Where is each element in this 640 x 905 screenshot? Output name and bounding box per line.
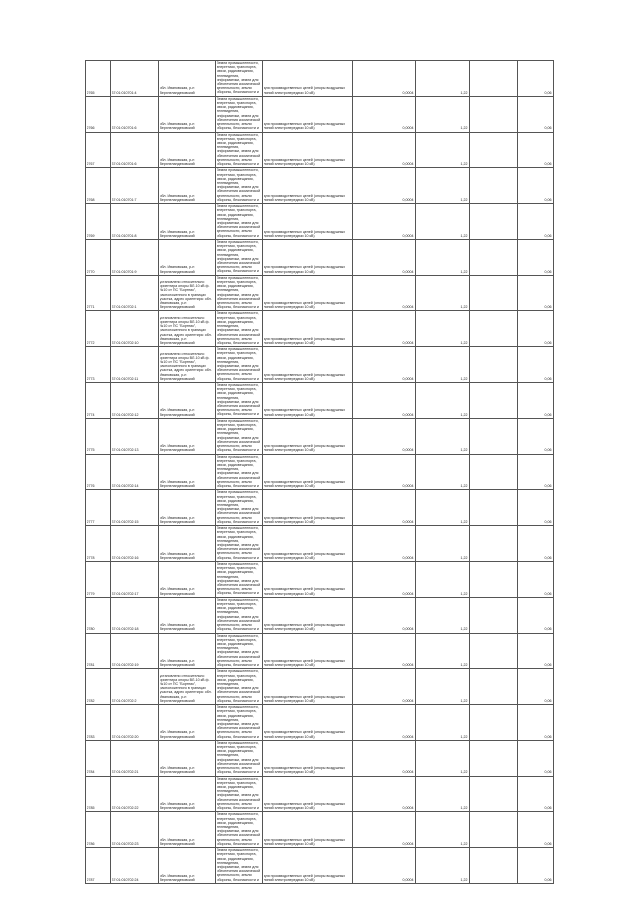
cell-n: 2765 (86, 90, 95, 95)
cell-cad: 37:01:010701:4 (111, 90, 137, 95)
cell-n: 2775 (86, 448, 95, 453)
cell-v: 0,06 (544, 591, 552, 596)
cell-use: для производственных целей (опоры воздушных линий электропередачи 10 кВ) (263, 408, 346, 417)
cell-area: 0,0004 (402, 448, 414, 453)
cell-cad: 37:01:010702:19 (111, 663, 139, 668)
cell-use: для производственных целей (опоры воздушных линий электропередачи 10 кВ) (263, 265, 346, 274)
cell-area: 0,0004 (402, 126, 414, 131)
cell-n: 2773 (86, 376, 95, 381)
cell-n: 2779 (86, 591, 95, 596)
table-row-border (85, 740, 554, 741)
cell-v: 0,06 (544, 519, 552, 524)
cell-v: 0,06 (544, 376, 552, 381)
cell-use: для производственных целей (опоры воздушных линий электропередачи 10 кВ) (263, 515, 346, 524)
cell-area: 0,0004 (402, 806, 414, 811)
cell-n: 2786 (86, 842, 95, 847)
cell-n: 2774 (86, 412, 95, 417)
table-row-border (85, 203, 554, 204)
cell-cad: 37:01:010702:22 (111, 806, 139, 811)
cell-cad: 37:01:010702:21 (111, 770, 139, 775)
cell-k: 1,22 (460, 412, 468, 417)
cell-v: 0,06 (544, 842, 552, 847)
cell-area: 0,0004 (402, 269, 414, 274)
cell-use: для производственных целей (опоры воздушных линий электропередачи 10 кВ) (263, 694, 346, 703)
cell-addr: обл. Ивановская, р-н Верхнеландеховский (159, 193, 195, 202)
cell-k: 1,22 (460, 448, 468, 453)
cell-addr: обл. Ивановская, р-н Верхнеландеховский (159, 86, 195, 95)
cell-cat: Земли промышленности, энергетики, транспорта, связи, радиовещания, телевидения, информатики, земли для обеспечения космической деятельности, земли обороны, безопасности и (216, 311, 261, 345)
cell-v: 0,06 (544, 126, 552, 131)
table-col-border (262, 60, 263, 883)
cell-use: для производственных целей (опоры воздушных линий электропередачи 10 кВ) (263, 658, 346, 668)
table-col-border (517, 60, 518, 883)
cell-n: 2771 (86, 305, 95, 310)
cell-cad: 37:01:010702:10 (111, 341, 139, 346)
cell-area: 0,0004 (402, 770, 414, 775)
cell-k: 1,22 (460, 663, 468, 668)
cell-k: 1,22 (460, 376, 468, 381)
table-row-border (85, 239, 554, 240)
cell-addr: обл. Ивановская, р-н Верхнеландеховский (159, 444, 195, 453)
cell-v: 0,06 (544, 770, 552, 775)
cell-use: для производственных целей (опоры воздушных линий электропередачи 10 кВ) (263, 193, 346, 202)
table-row-border (85, 883, 554, 884)
cell-area: 0,0004 (402, 519, 414, 524)
cell-cad: 37:01:010701:6 (111, 162, 137, 167)
cell-k: 1,22 (460, 698, 468, 703)
table-row-border (85, 847, 554, 848)
cell-k: 1,22 (460, 341, 468, 346)
cell-k: 1,22 (460, 806, 468, 811)
cell-use: для производственных целей (опоры воздушных линий электропередачи 10 кВ) (263, 301, 346, 310)
cell-cad: 37:01:010702:17 (111, 591, 139, 596)
table-row-border (85, 561, 554, 562)
cell-k: 1,22 (460, 770, 468, 775)
cell-area: 0,0004 (402, 663, 414, 668)
cell-area: 0,0004 (402, 484, 414, 489)
cell-n: 2770 (86, 269, 95, 274)
cell-cad: 37:01:010702:16 (111, 555, 139, 560)
cell-cat: Земли промышленности, энергетики, транспорта, связи, радиовещания, телевидения, информатики, земли для обеспечения космической деятельности, земли обороны, безопасности и (216, 561, 261, 596)
cell-area: 0,0004 (402, 305, 414, 310)
cell-cad: 37:01:010701:9 (111, 269, 137, 274)
table-col-border (352, 60, 353, 883)
cell-use: для производственных целей (опоры воздушных линий электропередачи 10 кВ) (263, 480, 346, 489)
table-row-border (85, 811, 554, 812)
cell-addr: обл. Ивановская, р-н Верхнеландеховский (159, 802, 195, 811)
cell-cad: 37:01:010701:8 (111, 233, 137, 238)
cell-addr: обл. Ивановская, р-н Верхнеландеховский (159, 658, 195, 668)
table-row-border (85, 346, 554, 347)
cell-area: 0,0004 (402, 591, 414, 596)
cell-area: 0,0004 (402, 555, 414, 560)
cell-v: 0,06 (544, 197, 552, 202)
table-row-border (85, 525, 554, 526)
cell-n: 2767 (86, 162, 95, 167)
cell-use: для производственных целей (опоры воздушных линий электропередачи 10 кВ) (263, 623, 346, 632)
cell-addr: обл. Ивановская, р-н Верхнеландеховский (159, 122, 195, 131)
cell-use: для производственных целей (опоры воздушных линий электропередачи 10 кВ) (263, 122, 346, 131)
cell-cad: 37:01:010702:2 (111, 698, 137, 703)
cell-use: для производственных целей (опоры воздушных линий электропередачи 10 кВ) (263, 802, 346, 811)
cell-use: для производственных целей (опоры воздушных линий электропередачи 10 кВ) (263, 551, 346, 560)
cell-cat: Земли промышленности, энергетики, транспорта, связи, радиовещания, телевидения, информатики, земли для обеспечения космической деятельности, земли обороны, безопасности и (216, 776, 261, 811)
cell-n: 2783 (86, 734, 95, 739)
cell-area: 0,0004 (402, 233, 414, 238)
cell-addr: обл. Ивановская, р-н Верхнеландеховский (159, 408, 195, 417)
cell-k: 1,22 (460, 90, 468, 95)
cell-k: 1,22 (460, 842, 468, 847)
cell-cad: 37:01:010702:1 (111, 305, 137, 310)
cell-v: 0,06 (544, 734, 552, 739)
cell-k: 1,22 (460, 305, 468, 310)
cell-area: 0,0004 (402, 90, 414, 95)
cell-area: 0,0004 (402, 412, 414, 417)
cell-addr: установлено относительно ориентира опоры ВЛ-10 кВ ф. №10 от ПС "Бортник", расположенного в границах участка, адрес ориентира: обл. Ивановская, р-н Верхнеландеховский (159, 673, 212, 703)
table-col-border (110, 60, 111, 883)
cell-addr: обл. Ивановская, р-н Верхнеландеховский (159, 157, 195, 167)
cell-v: 0,06 (544, 484, 552, 489)
table-row-border (85, 382, 554, 383)
cell-cat: Земли промышленности, энергетики, транспорта, связи, радиовещания, телевидения, информатики, земли для обеспечения космической деятельности, земли обороны, безопасности и (216, 812, 261, 846)
cell-use: для производственных целей (опоры воздушных линий электропередачи 10 кВ) (263, 873, 346, 882)
cell-cat: Земли промышленности, энергетики, транспорта, связи, радиовещания, телевидения, информатики, земли для обеспечения космической деятельности, земли обороны, безопасности и (216, 96, 261, 131)
table-row-border (85, 96, 554, 97)
cell-cat: Земли промышленности, энергетики, транспорта, связи, радиовещания, телевидения, информатики, земли для обеспечения космической деятельности, земли обороны, безопасности и (216, 132, 261, 166)
cell-area: 0,0004 (402, 197, 414, 202)
cell-v: 0,06 (544, 233, 552, 238)
cell-cad: 37:01:010701:7 (111, 197, 137, 202)
cell-addr: установлено относительно ориентира опоры ВЛ-10 кВ ф. №10 от ПС "Бортник", расположенного в границах участка, адрес ориентира: обл. Ивановская, р-н Верхнеландеховский (159, 351, 212, 381)
table-row-border (85, 668, 554, 669)
cell-k: 1,22 (460, 162, 468, 167)
cell-cad: 37:01:010702:23 (111, 842, 139, 847)
cell-v: 0,06 (544, 806, 552, 811)
cell-k: 1,22 (460, 126, 468, 131)
cell-addr: обл. Ивановская, р-н Верхнеландеховский (159, 551, 195, 560)
cell-addr: установлено относительно ориентира опоры ВЛ-10 кВ ф. №10 от ПС "Бортник", расположенного в границах участка, адрес ориентира: обл. Ивановская, р-н Верхнеландеховский (159, 315, 212, 346)
cell-addr: обл. Ивановская, р-н Верхнеландеховский (159, 587, 195, 596)
cell-cat: Земли промышленности, энергетики, транспорта, связи, радиовещания, телевидения, информатики, земли для обеспечения космической деятельности, земли обороны, безопасности и (216, 740, 261, 775)
cell-cat: Земли промышленности, энергетики, транспорта, связи, радиовещания, телевидения, информатики, земли для обеспечения космической деятельности, земли обороны, безопасности и (216, 418, 261, 453)
cell-use: для производственных целей (опоры воздушных линий электропередачи 10 кВ) (263, 336, 346, 346)
cell-v: 0,06 (544, 698, 552, 703)
cell-addr: обл. Ивановская, р-н Верхнеландеховский (159, 623, 195, 632)
cell-cat: Земли промышленности, энергетики, транспорта, связи, радиовещания, телевидения, информатики, земли для обеспечения космической деятельности, земли обороны, безопасности и (216, 275, 261, 310)
cell-cad: 37:01:010702:12 (111, 412, 139, 417)
cell-cat: Земли промышленности, энергетики, транспорта, связи, радиовещания, телевидения, информатики, земли для обеспечения космической деятельности, земли обороны, безопасности и (216, 347, 261, 381)
cell-k: 1,22 (460, 484, 468, 489)
cell-area: 0,0004 (402, 842, 414, 847)
cell-cat: Земли промышленности, энергетики, транспорта, связи, радиовещания, телевидения, информатики, земли для обеспечения космической деятельности, земли обороны, безопасности и (216, 383, 261, 417)
table-row-border (85, 275, 554, 276)
cell-addr: обл. Ивановская, р-н Верхнеландеховский (159, 766, 195, 775)
cell-cad: 37:01:010702:14 (111, 484, 139, 489)
cell-k: 1,22 (460, 555, 468, 560)
cell-n: 2781 (86, 663, 95, 668)
cell-k: 1,22 (460, 233, 468, 238)
cell-n: 2782 (86, 698, 95, 703)
cell-v: 0,06 (544, 162, 552, 167)
cell-n: 2772 (86, 341, 95, 346)
table-row-border (85, 132, 554, 133)
table-col-border (158, 60, 159, 883)
cell-area: 0,0004 (402, 162, 414, 167)
cell-addr: установлено относительно ориентира опоры ВЛ-10 кВ ф. №10 от ПС "Бортник", расположенного в границах участка, адрес ориентира: обл. Ивановская, р-н Верхнеландеховский (159, 280, 212, 310)
cell-cat: Земли промышленности, энергетики, транспорта, связи, радиовещания, телевидения, информатики, земли для обеспечения космической деятельности, земли обороны, безопасности и (216, 168, 261, 202)
cell-use: для производственных целей (опоры воздушных линий электропередачи 10 кВ) (263, 587, 346, 596)
cell-n: 2787 (86, 877, 95, 882)
cell-cat: Земли промышленности, энергетики, транспорта, связи, радиовещания, телевидения, информатики, земли для обеспечения космической деятельности, земли обороны, безопасности и (216, 633, 261, 667)
table-row-border (85, 167, 554, 168)
cell-cad: 37:01:010702:20 (111, 734, 139, 739)
cell-k: 1,22 (460, 197, 468, 202)
table-row-border (85, 454, 554, 455)
cell-cad: 37:01:010701:6 (111, 126, 137, 131)
cell-v: 0,06 (544, 305, 552, 310)
cell-v: 0,06 (544, 555, 552, 560)
cell-use: для производственных целей (опоры воздушных линий электропередачи 10 кВ) (263, 86, 346, 95)
cell-v: 0,06 (544, 448, 552, 453)
cell-k: 1,22 (460, 269, 468, 274)
cell-area: 0,0004 (402, 698, 414, 703)
cell-cad: 37:01:010702:11 (111, 376, 139, 381)
table-row-border (85, 597, 554, 598)
cell-n: 2768 (86, 197, 95, 202)
cell-n: 2784 (86, 770, 95, 775)
table-row-border (85, 418, 554, 419)
cell-cat: Земли промышленности, энергетики, транспорта, связи, радиовещания, телевидения, информатики, земли для обеспечения космической деятельности, земли обороны, безопасности и (216, 490, 261, 524)
cell-cad: 37:01:010702:18 (111, 627, 139, 632)
table-col-border (553, 60, 554, 883)
cell-v: 0,06 (544, 269, 552, 274)
cell-n: 2780 (86, 627, 95, 632)
cell-v: 0,06 (544, 663, 552, 668)
cell-use: для производственных целей (опоры воздушных линий электропередачи 10 кВ) (263, 766, 346, 775)
cell-use: для производственных целей (опоры воздушных линий электропередачи 10 кВ) (263, 837, 346, 847)
cell-cat: Земли промышленности, энергетики, транспорта, связи, радиовещания, телевидения, информатики, земли для обеспечения космической деятельности, земли обороны, безопасности и (216, 597, 261, 632)
cell-cad: 37:01:010702:13 (111, 448, 139, 453)
cell-addr: обл. Ивановская, р-н Верхнеландеховский (159, 229, 195, 238)
cell-cad: 37:01:010702:24 (111, 877, 139, 882)
cell-area: 0,0004 (402, 877, 414, 882)
cell-cat: Земли промышленности, энергетики, транспорта, связи, радиовещания, телевидения, информатики, земли для обеспечения космической деятельности, земли обороны, безопасности и (216, 705, 261, 739)
table-row-border (85, 704, 554, 705)
cell-use: для производственных целей (опоры воздушных линий электропередачи 10 кВ) (263, 229, 346, 238)
cell-cat: Земли промышленности, энергетики, транспорта, связи, радиовещания, телевидения, информатики, земли для обеспечения космической деятельности, земли обороны, безопасности и (216, 669, 261, 703)
cell-area: 0,0004 (402, 376, 414, 381)
cell-use: для производственных целей (опоры воздушных линий электропередачи 10 кВ) (263, 730, 346, 739)
cell-v: 0,06 (544, 877, 552, 882)
cell-area: 0,0004 (402, 734, 414, 739)
cell-k: 1,22 (460, 519, 468, 524)
cell-area: 0,0004 (402, 341, 414, 346)
cell-cat: Земли промышленности, энергетики, транспорта, связи, радиовещания, телевидения, информатики, земли для обеспечения космической деятельности, земли обороны, безопасности и (216, 454, 261, 489)
cell-k: 1,22 (460, 877, 468, 882)
cell-cat: Земли промышленности, энергетики, транспорта, связи, радиовещания, телевидения, информатики, земли для обеспечения космической деятельности, земли обороны, безопасности и (216, 526, 261, 560)
cell-use: для производственных целей (опоры воздушных линий электропередачи 10 кВ) (263, 444, 346, 453)
table-row-border (85, 776, 554, 777)
cell-addr: обл. Ивановская, р-н Верхнеландеховский (159, 265, 195, 274)
cell-addr: обл. Ивановская, р-н Верхнеландеховский (159, 837, 195, 847)
cell-v: 0,06 (544, 90, 552, 95)
cell-n: 2778 (86, 555, 95, 560)
cell-v: 0,06 (544, 412, 552, 417)
table-col-border (469, 60, 470, 883)
cell-addr: обл. Ивановская, р-н Верхнеландеховский (159, 730, 195, 739)
cell-area: 0,0004 (402, 627, 414, 632)
cell-n: 2776 (86, 484, 95, 489)
cell-k: 1,22 (460, 734, 468, 739)
cell-k: 1,22 (460, 591, 468, 596)
cell-n: 2766 (86, 126, 95, 131)
cell-cat: Земли промышленности, энергетики, транспорта, связи, радиовещания, телевидения, информатики, земли для обеспечения космической деятельности, земли обороны, безопасности и (216, 61, 261, 95)
cell-n: 2777 (86, 519, 95, 524)
cell-cat: Земли промышленности, энергетики, транспорта, связи, радиовещания, телевидения, информатики, земли для обеспечения космической деятельности, земли обороны, безопасности и (216, 239, 261, 274)
table-row-border (85, 60, 554, 61)
table-row-border (85, 310, 554, 311)
table-row-border (85, 633, 554, 634)
cell-use: для производственных целей (опоры воздушных линий электропередачи 10 кВ) (263, 157, 346, 167)
cell-addr: обл. Ивановская, р-н Верхнеландеховский (159, 515, 195, 524)
cell-addr: обл. Ивановская, р-н Верхнеландеховский (159, 873, 195, 882)
cell-cat: Земли промышленности, энергетики, транспорта, связи, радиовещания, телевидения, информатики, земли для обеспечения космической деятельности, земли обороны, безопасности и (216, 848, 261, 882)
cell-addr: обл. Ивановская, р-н Верхнеландеховский (159, 480, 195, 489)
table-row-border (85, 489, 554, 490)
cell-cat: Земли промышленности, энергетики, транспорта, связи, радиовещания, телевидения, информатики, земли для обеспечения космической деятельности, земли обороны, безопасности и (216, 204, 261, 238)
cell-n: 2769 (86, 233, 95, 238)
cell-use: для производственных целей (опоры воздушных линий электропередачи 10 кВ) (263, 372, 346, 381)
cell-v: 0,06 (544, 627, 552, 632)
cell-cad: 37:01:010702:15 (111, 519, 139, 524)
cell-v: 0,06 (544, 341, 552, 346)
cell-k: 1,22 (460, 627, 468, 632)
table-col-border (415, 60, 416, 883)
cell-n: 2785 (86, 806, 95, 811)
table-col-border (85, 60, 86, 883)
